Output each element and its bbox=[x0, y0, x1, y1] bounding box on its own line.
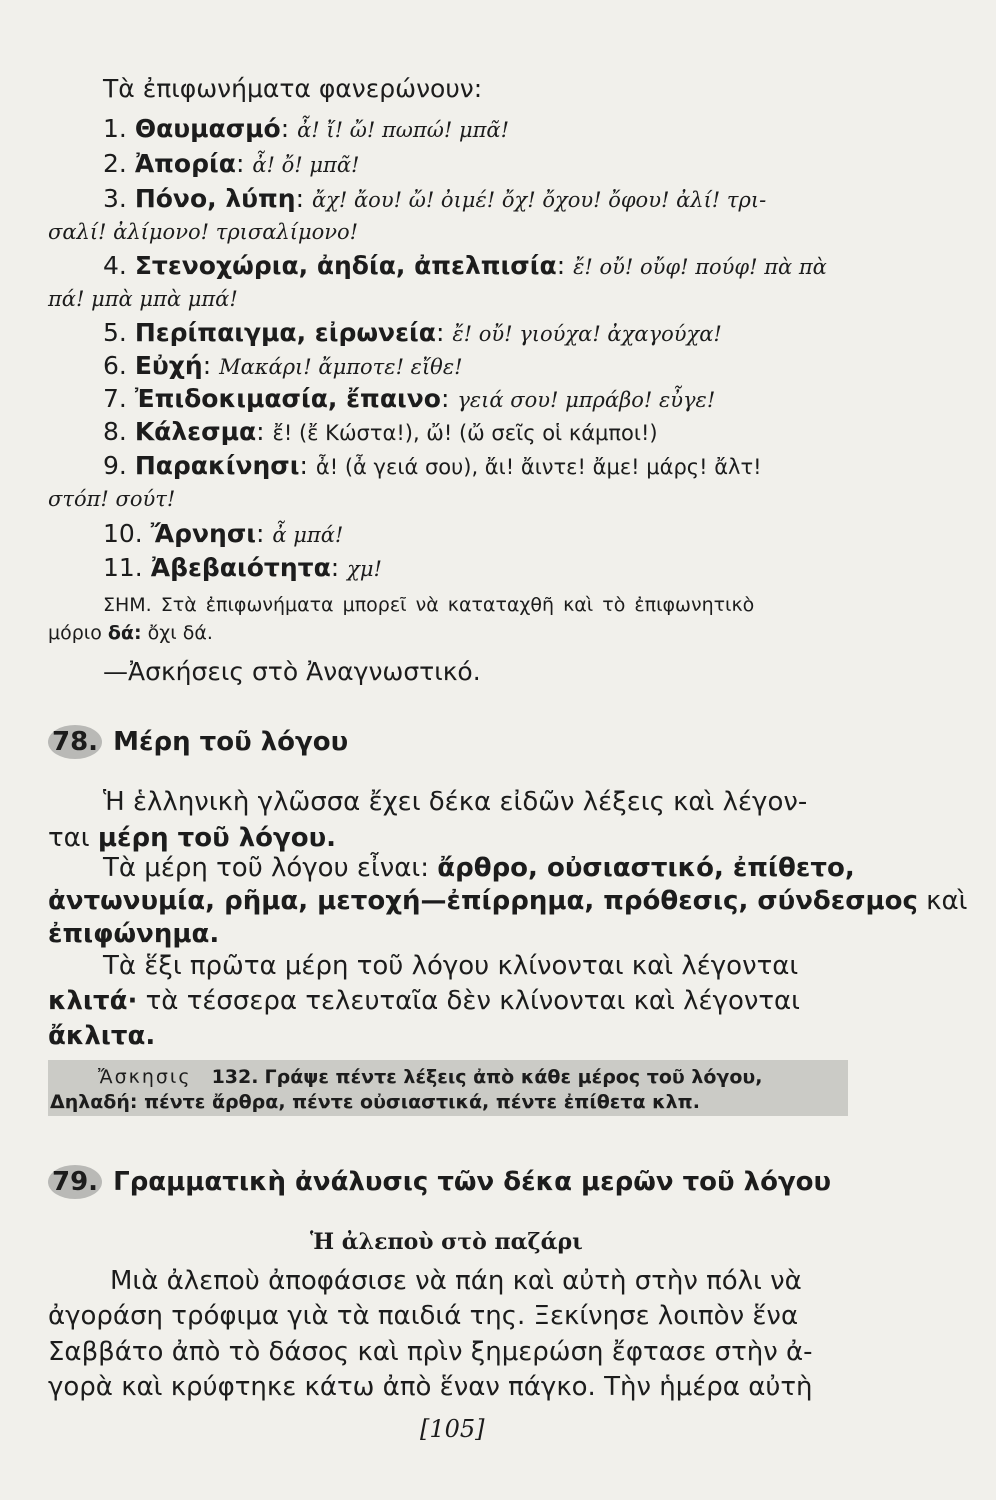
item-examples: ἔ! οὔ! οὔφ! πούφ! πὰ πὰ bbox=[573, 255, 827, 279]
item-term: Παρακίνησι bbox=[134, 451, 300, 480]
item-continuation: στόπ! σούτ! bbox=[48, 487, 176, 511]
item-examples: ἆ! (ἆ γειά σου), ἄι! ἄιντε! ἄμε! μάρς! ἄλτ! bbox=[315, 455, 762, 479]
paragraph-line: Ἡ ἑλληνικὴ γλῶσσα ἔχει δέκα εἰδῶν λέξεις καὶ λέγον- bbox=[103, 787, 808, 817]
paragraph-line: ἐπιφώνημα. bbox=[48, 919, 220, 949]
list-item: 7. Ἐπιδοκιμασία, ἔπαινο: γειά σου! μπράβο! εὖγε! bbox=[103, 384, 716, 413]
item-term: Ἀπορία bbox=[134, 149, 236, 178]
section-79-heading bbox=[48, 1165, 831, 1199]
item-examples: ἔ! οὔ! γιούχα! ἀχαγούχα! bbox=[452, 322, 722, 346]
story-line: Σαββάτο ἀπὸ τὸ δάσος καὶ πρὶν ξημερώση ἔφτασε στὴν ἀ- bbox=[48, 1337, 813, 1367]
list-item: 3. Πόνο, λύπη: ἄχ! ἄου! ὤ! ὀιμέ! ὄχ! ὄχου! ὄφου! ἀλί! τρι- bbox=[103, 184, 767, 213]
item-term: Στενοχώρια, ἀηδία, ἀπελπισία bbox=[134, 251, 557, 280]
list-item: 5. Περίπαιγμα, εἰρωνεία: ἔ! οὔ! γιούχα! ἀχαγούχα! bbox=[103, 318, 722, 347]
item-examples: ἆ μπά! bbox=[272, 523, 344, 547]
item-number: 1. bbox=[103, 114, 127, 143]
story-line: Μιὰ ἀλεποὺ ἀποφάσισε νὰ πάη καὶ αὐτὴ στὴν πόλι νὰ bbox=[110, 1266, 802, 1296]
item-term: Ἐπιδοκιμασία, ἔπαινο bbox=[134, 384, 441, 413]
paragraph-line: κλιτά· τὰ τέσσερα τελευταῖα δὲν κλίνονται καὶ λέγονται bbox=[48, 986, 800, 1016]
item-term: Περίπαιγμα, εἰρωνεία bbox=[134, 318, 436, 347]
item-term: Ἄρνησι bbox=[150, 519, 257, 548]
item-examples: Μακάρι! ἄμποτε! εἴθε! bbox=[219, 355, 463, 379]
item-term: Κάλεσμα bbox=[134, 417, 257, 446]
item-examples: ἆ! ἴ! ὤ! πωπώ! μπᾶ! bbox=[297, 118, 510, 142]
list-item: 4. Στενοχώρια, ἀηδία, ἀπελπισία: ἔ! οὔ! οὔφ! πούφ! πὰ πὰ bbox=[103, 251, 827, 280]
story-title: Ἡ ἀλεποὺ στὸ παζάρι bbox=[310, 1229, 583, 1255]
list-item: 11. Ἀβεβαιότητα: χμ! bbox=[103, 553, 382, 582]
item-term: Θαυμασμό bbox=[134, 114, 281, 143]
item-number: 7. bbox=[103, 384, 127, 413]
paragraph-line: ται μέρη τοῦ λόγου. bbox=[48, 823, 337, 853]
note-line-1: ΣΗΜ. Στὰ ἐπιφωνήματα μπορεῖ νὰ καταταχθῆ καὶ τὸ ἐπιφωνητικὸ bbox=[103, 594, 755, 616]
item-term: Πόνο, λύπη bbox=[134, 184, 296, 213]
exercises-reference: —Ἀσκήσεις στὸ Ἀναγνωστικό. bbox=[103, 657, 481, 686]
exercise-box bbox=[48, 1060, 848, 1116]
page-number: [105] bbox=[420, 1415, 485, 1443]
item-number: 4. bbox=[103, 251, 127, 280]
list-item: 2. Ἀπορία: ἆ! ὄ! μπᾶ! bbox=[103, 149, 360, 178]
exercise-line-1 bbox=[98, 1065, 762, 1089]
item-number: 10. bbox=[103, 519, 143, 548]
section-title: Μέρη τοῦ λόγου bbox=[113, 727, 349, 757]
item-examples: ἄχ! ἄου! ὤ! ὀιμέ! ὄχ! ὄχου! ὄφου! ἀλί! τρι- bbox=[311, 188, 767, 212]
item-term: Ἀβεβαιότητα bbox=[150, 553, 331, 582]
note-line-2: μόριο δά: ὄχι δά. bbox=[48, 622, 213, 644]
exercise-label: Ἄσκησις bbox=[98, 1066, 192, 1088]
item-number: 5. bbox=[103, 318, 127, 347]
item-number: 6. bbox=[103, 351, 127, 380]
story-line: ἀγοράση τρόφιμα γιὰ τὰ παιδιά της. Ξεκίνησε λοιπὸν ἕνα bbox=[48, 1301, 799, 1331]
item-examples: ἆ! ὄ! μπᾶ! bbox=[252, 153, 360, 177]
item-number: 9. bbox=[103, 451, 127, 480]
paragraph-line: Τὰ ἕξι πρῶτα μέρη τοῦ λόγου κλίνονται καὶ λέγονται bbox=[103, 951, 799, 981]
paragraph-line: ἄκλιτα. bbox=[48, 1021, 156, 1051]
exercise-number: 132. bbox=[211, 1066, 259, 1088]
exercise-text: Γράψε πέντε λέξεις ἀπὸ κάθε μέρος τοῦ λόγου, bbox=[264, 1066, 763, 1088]
item-number: 3. bbox=[103, 184, 127, 213]
item-continuation: σαλί! ἀλίμονο! τρισαλίμονο! bbox=[48, 220, 359, 244]
list-item: 8. Κάλεσμα: ἔ! (ἔ Κώστα!), ὤ! (ὤ σεῖς οἱ κάμποι!) bbox=[103, 417, 658, 446]
section-number: 78. bbox=[48, 725, 102, 759]
list-item: 10. Ἄρνησι: ἆ μπά! bbox=[103, 519, 344, 548]
section-78-heading bbox=[48, 725, 348, 759]
list-item: 1. Θαυμασμό: ἆ! ἴ! ὤ! πωπώ! μπᾶ! bbox=[103, 114, 510, 143]
story-line: γορὰ καὶ κρύφτηκε κάτω ἀπὸ ἕναν πάγκο. Τὴν ἡμέρα αὐτὴ bbox=[48, 1372, 813, 1402]
item-examples: χμ! bbox=[347, 557, 382, 581]
section-title: Γραμματικὴ ἀνάλυσις τῶν δέκα μερῶν τοῦ λόγου bbox=[113, 1167, 832, 1197]
list-item: 9. Παρακίνησι: ἆ! (ἆ γειά σου), ἄι! ἄιντε! ἄμε! μάρς! ἄλτ! bbox=[103, 451, 762, 480]
item-continuation: πά! μπὰ μπὰ μπά! bbox=[48, 287, 238, 311]
exercise-line-2: Δηλαδή: πέντε ἄρθρα, πέντε οὐσιαστικά, πέντε ἐπίθετα κλπ. bbox=[50, 1091, 700, 1113]
item-examples: γειά σου! μπράβο! εὖγε! bbox=[457, 388, 716, 412]
section-number: 79. bbox=[48, 1165, 102, 1199]
paragraph-line: ἀντωνυμία, ρῆμα, μετοχή—ἐπίρρημα, πρόθεσις, σύνδεσμος καὶ bbox=[48, 886, 968, 916]
item-examples: ἔ! (ἔ Κώστα!), ὤ! (ὤ σεῖς οἱ κάμποι!) bbox=[272, 421, 658, 445]
item-number: 2. bbox=[103, 149, 127, 178]
item-number: 11. bbox=[103, 553, 143, 582]
intro-line: Τὰ ἐπιφωνήματα φανερώνουν: bbox=[103, 74, 483, 103]
paragraph-line: Τὰ μέρη τοῦ λόγου εἶναι: ἄρθρο, οὐσιαστικό, ἐπίθετο, bbox=[103, 853, 855, 883]
item-number: 8. bbox=[103, 417, 127, 446]
item-term: Εὐχή bbox=[134, 351, 203, 380]
list-item: 6. Εὐχή: Μακάρι! ἄμποτε! εἴθε! bbox=[103, 351, 463, 380]
